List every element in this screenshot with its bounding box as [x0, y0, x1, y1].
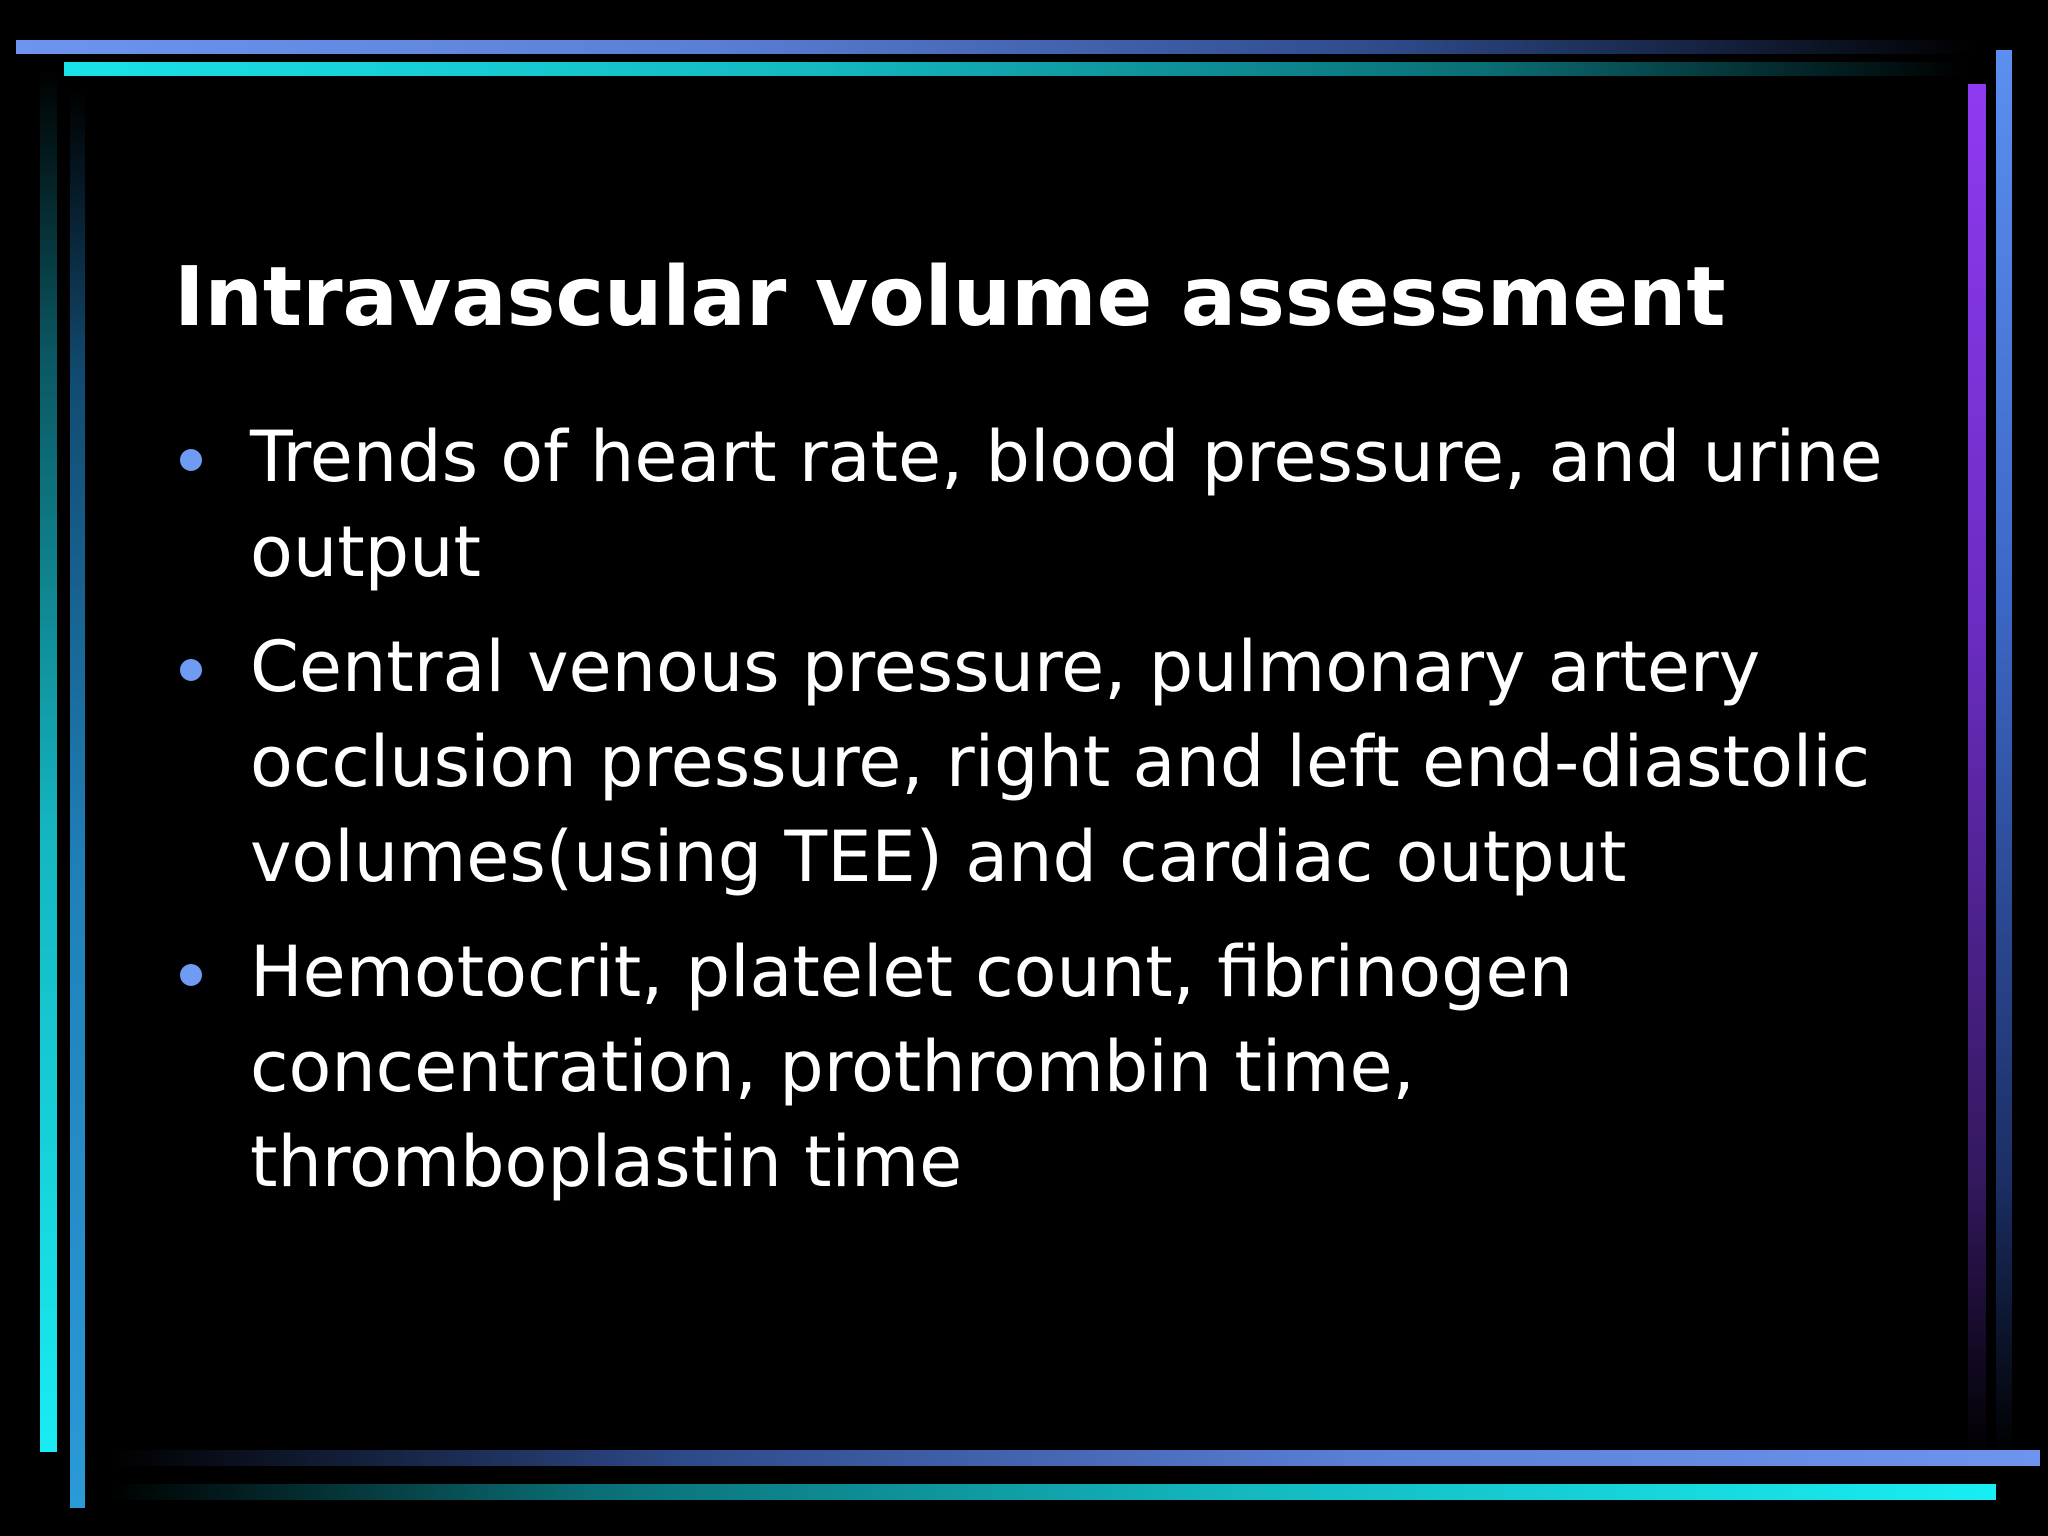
bullet-line: Central venous pressure, pulmonary artery [250, 626, 1761, 708]
bullet-line: occlusion pressure, right and left end-diastolic [250, 721, 1871, 803]
right-border-bar-blue [1996, 50, 2012, 1456]
bullet-line: thromboplastin time [250, 1121, 963, 1203]
slide-title: Intravascular volume assessment [174, 250, 1726, 345]
bullet-item [174, 620, 1934, 905]
bottom-border-bar-blue [110, 1450, 2040, 1466]
left-border-bar-cyan [40, 70, 57, 1452]
top-border-bar-cyan [64, 62, 1964, 76]
bullet-line: Hemotocrit, platelet count, fibrinogen [250, 931, 1573, 1013]
bullet-item [174, 925, 1934, 1210]
right-border-bar-purple [1968, 84, 1986, 1456]
bullet-line: concentration, prothrombin time, [250, 1026, 1415, 1108]
top-border-bar-blue [16, 40, 1976, 54]
bullet-list [174, 410, 1934, 1230]
bullet-line: Trends of heart rate, blood pressure, and urine [250, 416, 1883, 498]
bullet-dot-icon [180, 659, 202, 681]
bullet-line: volumes(using TEE) and cardiac output [250, 816, 1627, 898]
bullet-item [174, 410, 1934, 600]
bullet-line: output [250, 511, 481, 593]
bottom-border-bar-cyan [110, 1484, 1996, 1500]
bullet-dot-icon [180, 964, 202, 986]
bullet-dot-icon [180, 449, 202, 471]
left-border-bar-blue [70, 90, 85, 1508]
